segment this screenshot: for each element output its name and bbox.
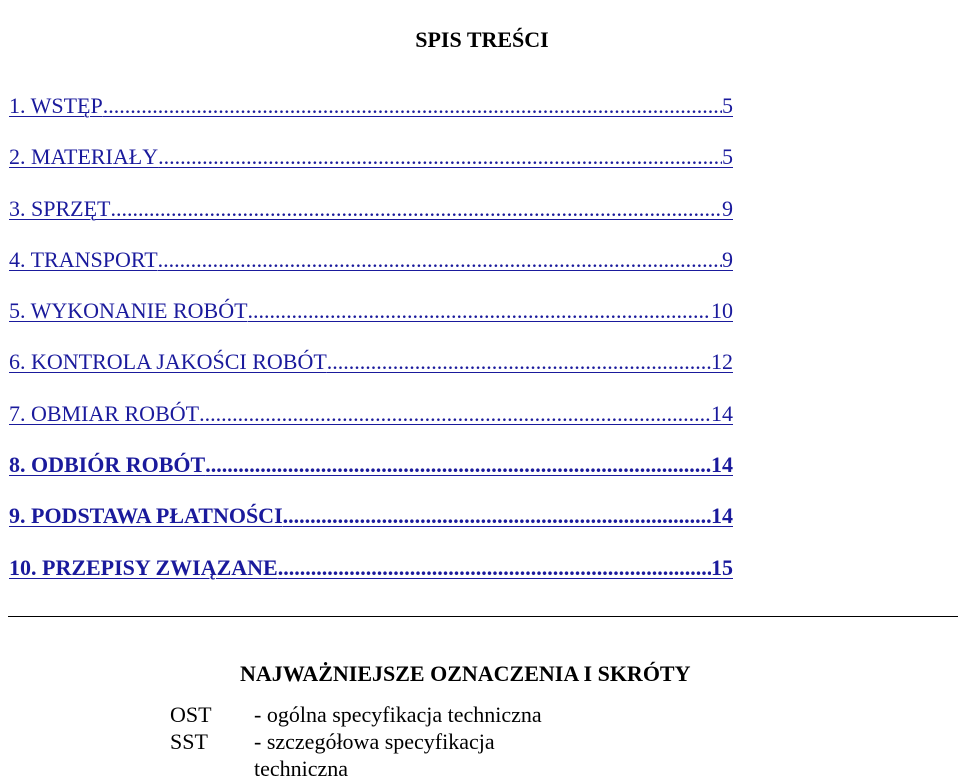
toc-entry-podstawa-platnosci[interactable]	[9, 502, 733, 553]
abbreviation-code: OST	[170, 702, 212, 727]
toc-entry-wstep[interactable]	[9, 92, 733, 143]
toc-entry-label: 2. MATERIAŁY	[9, 144, 159, 170]
abbreviation-row	[170, 728, 574, 782]
toc-dot-leader	[283, 502, 711, 530]
toc-entry-page: 14	[711, 503, 733, 529]
toc-entry-page: 14	[711, 452, 733, 478]
toc-entry-label: 8. ODBIÓR ROBÓT	[9, 452, 206, 478]
toc-entry-label: 1. WSTĘP	[9, 93, 103, 118]
toc-dot-leader	[205, 451, 711, 479]
abbreviations-heading: NAJWAŻNIEJSZE OZNACZENIA I SKRÓTY	[240, 661, 691, 686]
toc-entry-kontrola-jakosci[interactable]	[9, 348, 733, 399]
toc-entry-page: 15	[711, 554, 733, 580]
abbreviation-row	[170, 701, 574, 728]
toc-dot-leader	[278, 554, 711, 582]
toc-entry-wykonanie-robot[interactable]	[9, 297, 733, 348]
toc-dot-leader	[199, 400, 711, 428]
toc-entry-page: 9	[722, 195, 733, 221]
page-title: SPIS TREŚCI	[415, 27, 549, 52]
toc-entry-obmiar-robot[interactable]	[9, 400, 733, 451]
toc-dot-leader	[327, 348, 711, 376]
toc-entry-label: 9. PODSTAWA PŁATNOŚCI	[9, 503, 283, 529]
toc-dot-leader	[158, 246, 722, 274]
toc-entry-sprzet[interactable]	[9, 195, 733, 246]
toc-entry-transport[interactable]	[9, 246, 733, 297]
toc-entry-przepisy-zwiazane[interactable]	[9, 554, 733, 605]
toc-entry-page: 5	[722, 93, 733, 118]
toc-dot-leader	[248, 297, 711, 325]
toc-dot-leader	[110, 195, 722, 223]
toc-entry-page: 12	[711, 349, 733, 375]
toc-entry-label: 4. TRANSPORT	[9, 246, 158, 272]
toc-dot-leader	[103, 92, 722, 120]
toc-dot-leader	[158, 143, 722, 171]
toc-entry-label: 6. KONTROLA JAKOŚCI ROBÓT	[9, 349, 327, 375]
toc-entry-label: 5. WYKONANIE ROBÓT	[9, 298, 248, 324]
toc-entry-label: 3. SPRZĘT	[9, 195, 111, 221]
toc-entry-page: 14	[711, 400, 733, 426]
abbreviation-description: - szczegółowa specyfikacja techniczna	[254, 729, 495, 781]
toc-entry-page: 9	[722, 246, 733, 272]
toc-entry-page: 5	[722, 144, 733, 170]
toc-entry-odbior-robot[interactable]	[9, 451, 733, 502]
toc-entry-page: 10	[711, 298, 733, 324]
abbreviations-list	[170, 701, 574, 782]
abbreviation-code: SST	[170, 729, 208, 754]
toc-entry-label: 10. PRZEPISY ZWIĄZANE	[9, 554, 278, 580]
abbreviation-description: - ogólna specyfikacja techniczna	[254, 702, 542, 727]
table-of-contents	[9, 92, 733, 605]
horizontal-divider	[8, 616, 958, 617]
toc-entry-label: 7. OBMIAR ROBÓT	[9, 400, 200, 426]
toc-entry-materialy[interactable]	[9, 143, 733, 194]
